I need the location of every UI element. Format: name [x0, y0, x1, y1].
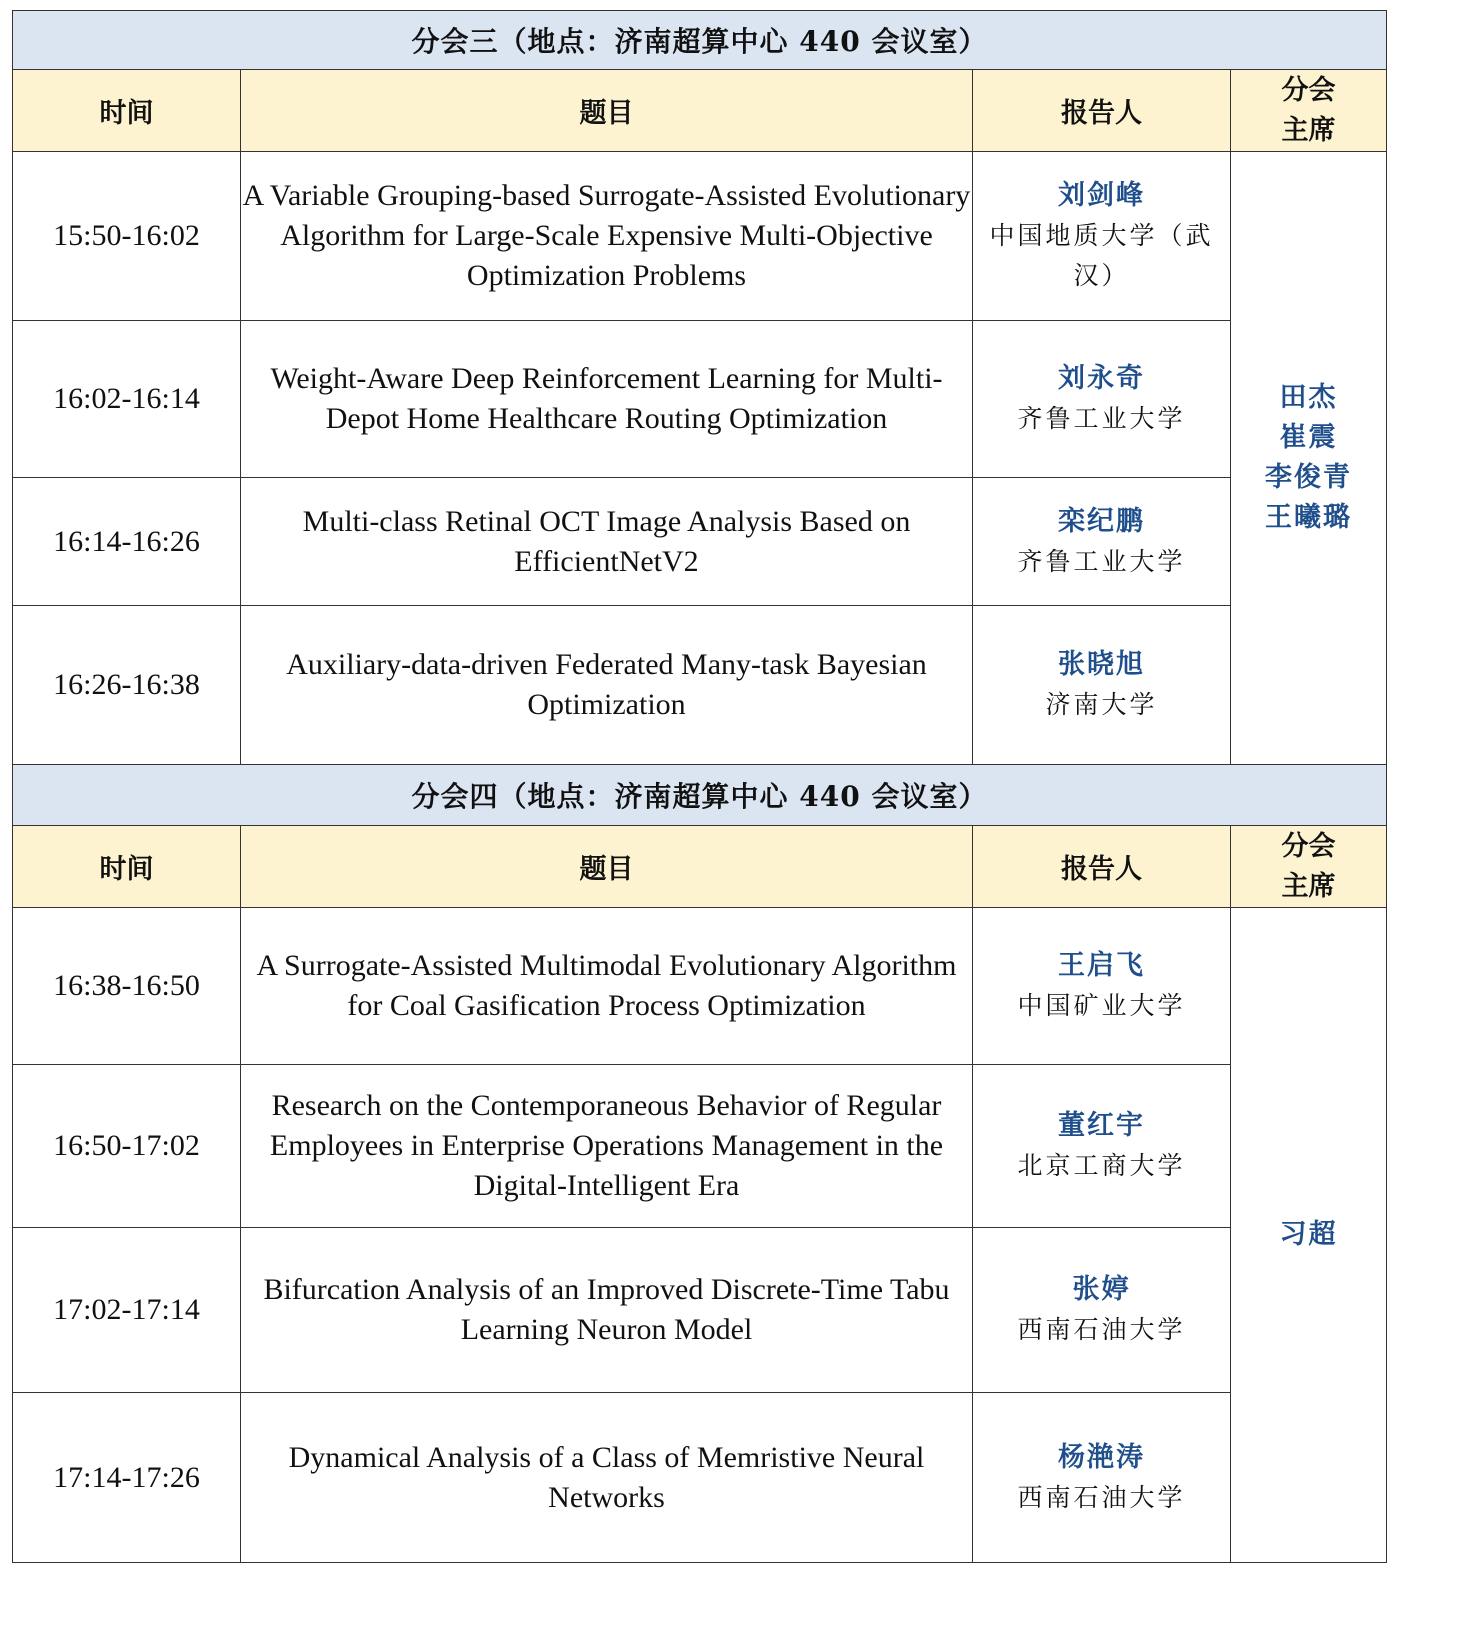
table-row	[13, 1228, 1387, 1393]
session-4-title: 分会四（地点：济南超算中心 440 会议室）	[13, 765, 1387, 826]
speaker-org: 齐鲁工业大学	[1017, 404, 1186, 433]
speaker-org: 西南石油大学	[1017, 1315, 1186, 1344]
speaker-cell	[973, 908, 1231, 1065]
speaker-cell	[973, 1228, 1231, 1393]
speaker-name: 刘剑峰	[1058, 180, 1145, 211]
chair-name: 习超	[1279, 1219, 1338, 1250]
header-chair-line2: 主席	[1281, 114, 1336, 146]
header-topic: 题目	[241, 70, 973, 152]
title-cell: A Surrogate-Assisted Multimodal Evolutionary Algorithm for Coal Gasification Process Optimization	[241, 908, 973, 1065]
speaker-org: 中国矿业大学	[1017, 991, 1186, 1020]
speaker-org: 齐鲁工业大学	[1017, 546, 1186, 576]
session-3-title: 分会三（地点：济南超算中心 440 会议室）	[13, 11, 1387, 70]
chair-name: 李俊青	[1265, 462, 1352, 493]
title-cell: Multi-class Retinal OCT Image Analysis Based on EfficientNetV2	[241, 478, 973, 606]
title-cell: A Variable Grouping-based Surrogate-Assisted Evolutionary Algorithm for Large-Scale Expensive Multi-Objective Optimization Problems	[241, 152, 973, 321]
title-cell: Auxiliary-data-driven Federated Many-task Bayesian Optimization	[241, 606, 973, 765]
header-topic: 题目	[241, 826, 973, 908]
title-cell: Weight-Aware Deep Reinforcement Learning for Multi-Depot Home Healthcare Routing Optimization	[241, 321, 973, 478]
time-cell: 16:14-16:26	[13, 478, 241, 606]
speaker-cell	[973, 478, 1231, 606]
table-row	[13, 606, 1387, 765]
speaker-org: 北京工商大学	[1017, 1151, 1186, 1180]
table-row	[13, 152, 1387, 321]
chair-name: 崔震	[1279, 422, 1338, 453]
header-time: 时间	[13, 70, 241, 152]
chair-name: 田杰	[1279, 382, 1338, 413]
speaker-cell	[973, 1393, 1231, 1563]
speaker-cell	[973, 152, 1231, 321]
title-cell: Dynamical Analysis of a Class of Memristive Neural Networks	[241, 1393, 973, 1563]
time-cell: 16:50-17:02	[13, 1065, 241, 1228]
header-chair-line1: 分会	[1281, 74, 1336, 106]
table-row	[13, 321, 1387, 478]
chair-name: 王曦璐	[1265, 502, 1352, 533]
session-4-chairs	[1231, 908, 1387, 1563]
speaker-cell	[973, 321, 1231, 478]
table-row	[13, 1065, 1387, 1228]
speaker-name: 董红宇	[1058, 1110, 1145, 1141]
speaker-org: 中国地质大学（武汉）	[989, 221, 1214, 290]
title-cell: Bifurcation Analysis of an Improved Discrete-Time Tabu Learning Neuron Model	[241, 1228, 973, 1393]
time-cell: 17:02-17:14	[13, 1228, 241, 1393]
title-cell: Research on the Contemporaneous Behavior of Regular Employees in Enterprise Operations Management in the Digital-Intelligent Era	[241, 1065, 973, 1228]
session-4-header-row	[13, 826, 1387, 908]
session-3-chairs	[1231, 152, 1387, 765]
schedule-sheet	[12, 10, 1386, 1563]
time-cell: 16:02-16:14	[13, 321, 241, 478]
time-cell: 17:14-17:26	[13, 1393, 241, 1563]
header-chair	[1231, 70, 1387, 152]
header-chair-line2: 主席	[1281, 870, 1336, 902]
header-speaker: 报告人	[973, 70, 1231, 152]
speaker-org: 济南大学	[1045, 690, 1158, 719]
speaker-name: 王启飞	[1058, 950, 1145, 981]
speaker-name: 张晓旭	[1058, 649, 1145, 680]
session-3-header-row	[13, 70, 1387, 152]
header-chair-line1: 分会	[1281, 830, 1336, 862]
speaker-name: 张婷	[1072, 1274, 1131, 1305]
time-cell: 16:38-16:50	[13, 908, 241, 1065]
time-cell: 15:50-16:02	[13, 152, 241, 321]
header-chair	[1231, 826, 1387, 908]
speaker-org: 西南石油大学	[1017, 1482, 1186, 1512]
speaker-name: 刘永奇	[1058, 363, 1145, 394]
table-row	[13, 908, 1387, 1065]
schedule-table	[12, 10, 1387, 1563]
speaker-name: 栾纪鹏	[1058, 505, 1145, 537]
table-row	[13, 478, 1387, 606]
speaker-name: 杨滟涛	[1058, 1441, 1145, 1473]
speaker-cell	[973, 1065, 1231, 1228]
time-cell: 16:26-16:38	[13, 606, 241, 765]
header-time: 时间	[13, 826, 241, 908]
table-row	[13, 1393, 1387, 1563]
speaker-cell	[973, 606, 1231, 765]
header-speaker: 报告人	[973, 826, 1231, 908]
